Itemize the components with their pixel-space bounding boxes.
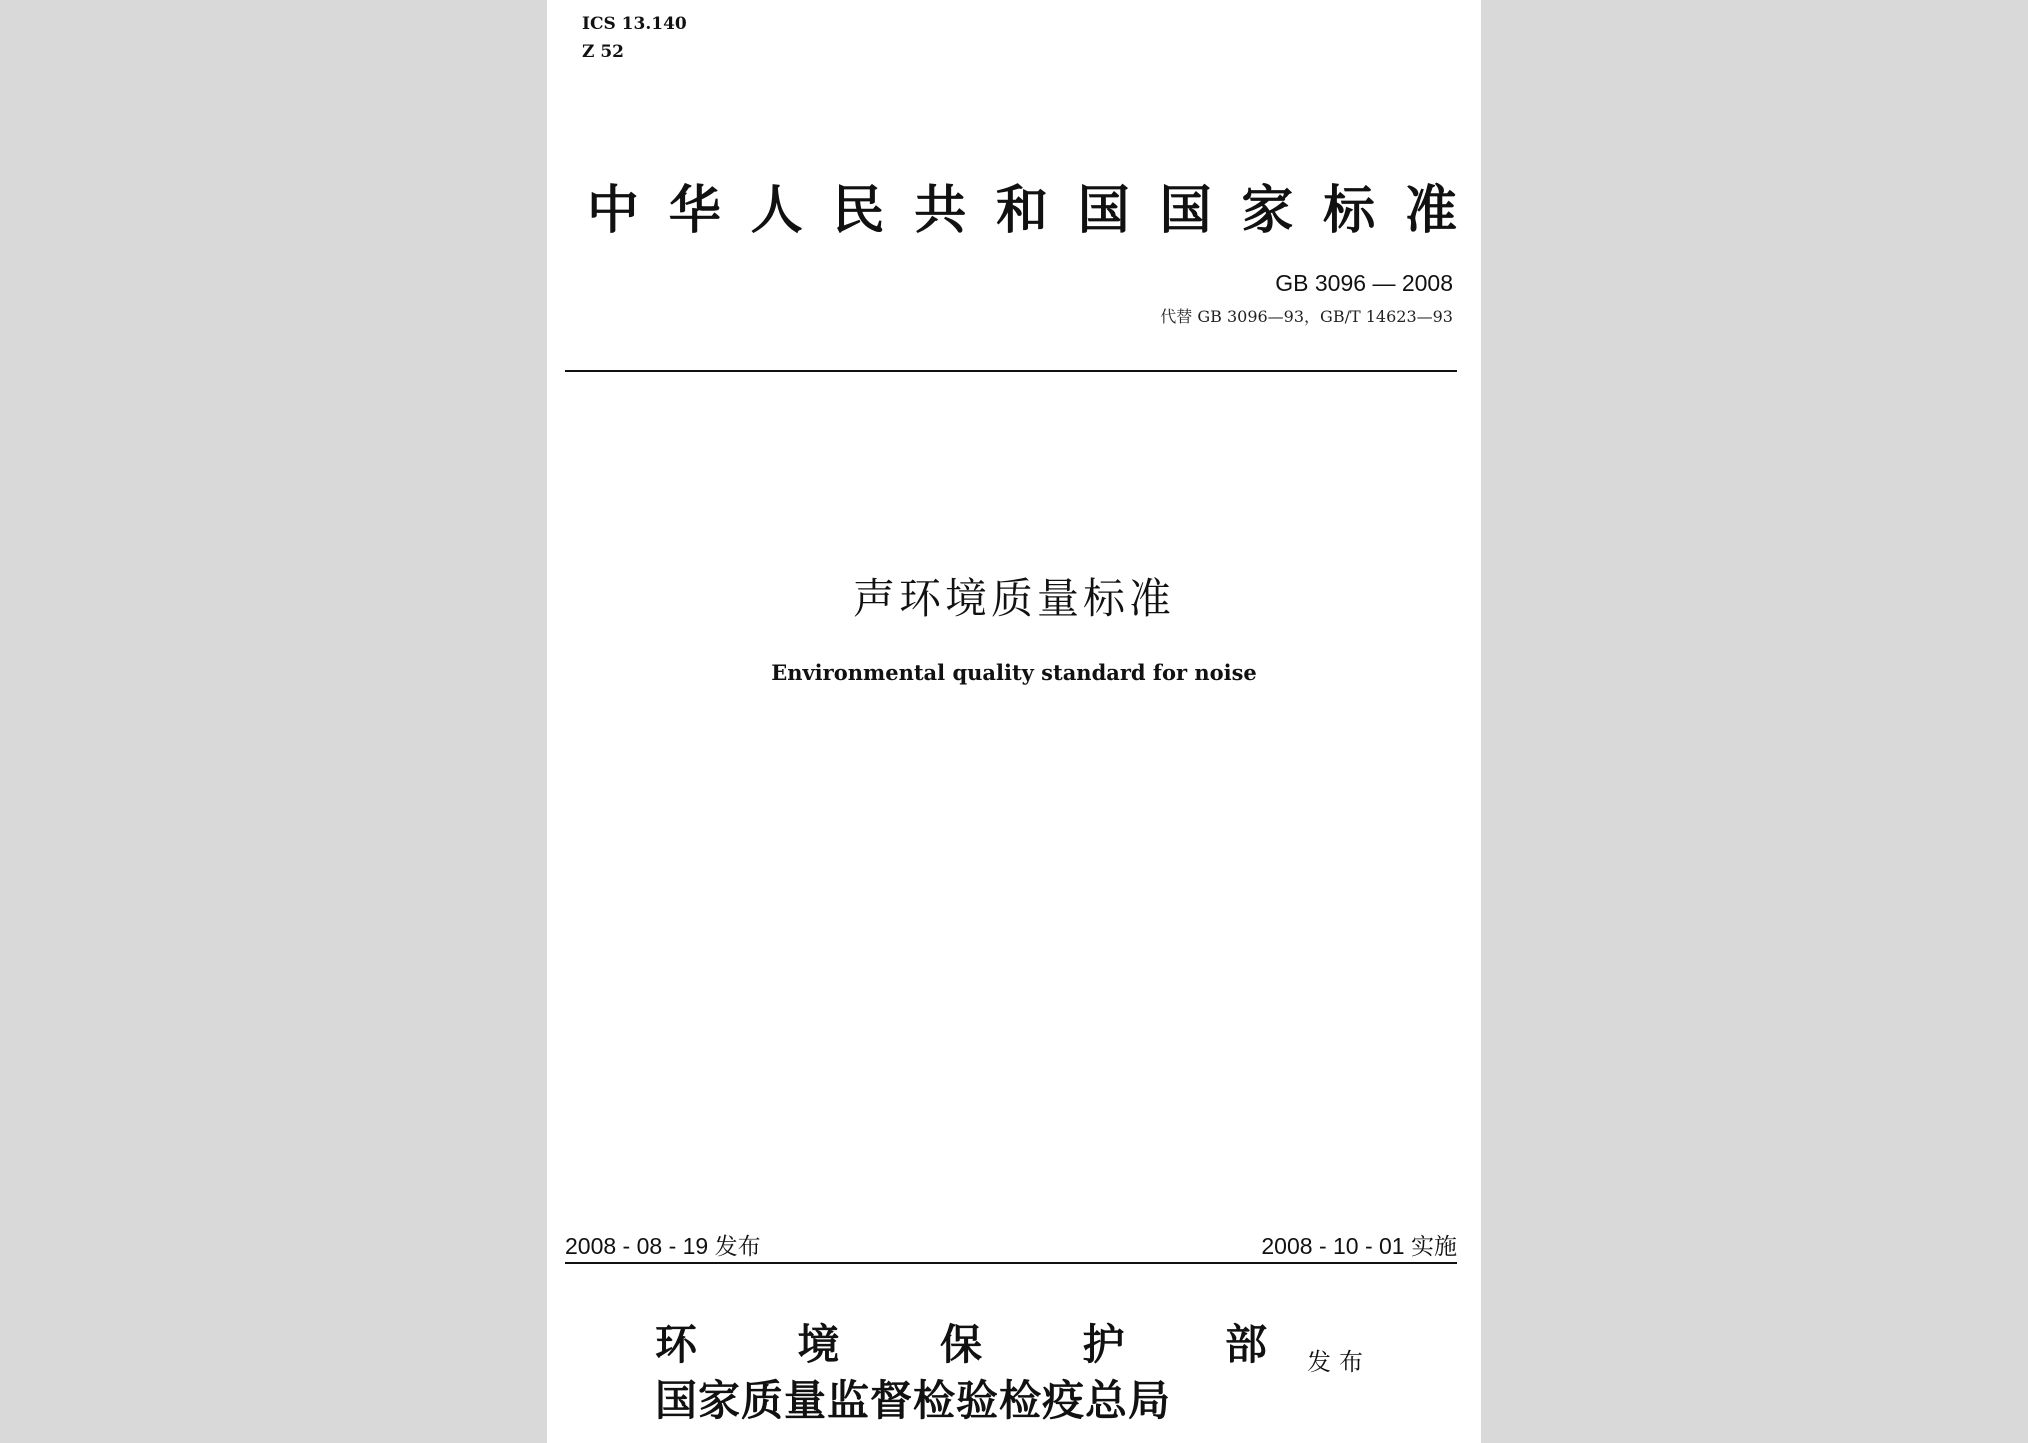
issuer-char: 境 (797, 1320, 840, 1369)
english-title: Environmental quality standard for noise (771, 660, 1257, 685)
replaces-note: 代替 GB 3096—93，GB/T 14623—93 (1160, 307, 1453, 326)
heading-char: 国 (1159, 181, 1212, 241)
issue-date: 2008 - 08 - 19 发布 (565, 1233, 761, 1259)
issuer-aqsiq: 国家质量监督检验检疫总局 (655, 1376, 1172, 1425)
ics-code: ICS 13.140 (582, 14, 687, 34)
issuer-char: 保 (939, 1320, 982, 1369)
publish-label: 发布 (1307, 1348, 1371, 1376)
heading-char: 华 (668, 181, 721, 241)
issuer-char: 环 (655, 1320, 698, 1369)
national-standard-heading (587, 168, 1457, 243)
heading-char: 中 (587, 181, 640, 241)
document-cover-page (547, 0, 1481, 1443)
heading-char: 准 (1404, 181, 1457, 241)
heading-char: 和 (995, 181, 1048, 241)
issuer-char: 部 (1224, 1320, 1267, 1369)
issuer-char: 护 (1082, 1320, 1125, 1369)
heading-char: 标 (1323, 181, 1376, 241)
heading-char: 共 (914, 181, 967, 241)
chinese-title: 声环境质量标准 (852, 574, 1175, 623)
heading-char: 家 (1241, 181, 1294, 241)
classification-code: Z 52 (582, 42, 624, 62)
heading-char: 国 (1077, 181, 1130, 241)
standard-number: GB 3096 — 2008 (1275, 270, 1453, 296)
issuer-ministry (655, 1312, 1267, 1372)
heading-char: 民 (832, 181, 885, 241)
heading-char: 人 (750, 181, 803, 241)
bottom-divider (565, 1262, 1457, 1264)
top-divider (565, 370, 1457, 372)
implementation-date: 2008 - 10 - 01 实施 (1261, 1233, 1457, 1259)
